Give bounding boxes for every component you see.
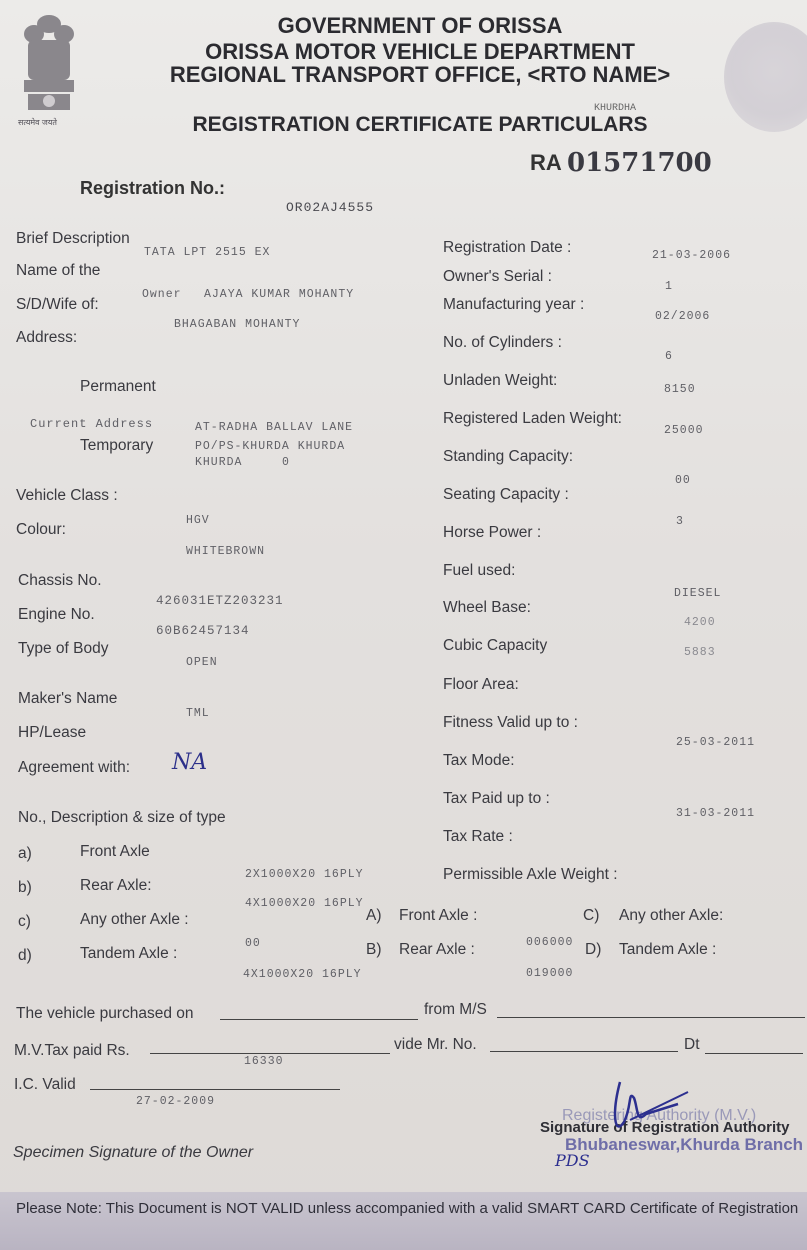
maker-label: Maker's Name bbox=[18, 690, 118, 707]
unladen-weight-value: 8150 bbox=[664, 383, 696, 396]
dt-line bbox=[705, 1053, 803, 1054]
from-ms-label: from M/S bbox=[424, 1001, 487, 1018]
mv-tax-paid-label: M.V.Tax paid Rs. bbox=[14, 1042, 130, 1059]
axle-weight-d-key: D) bbox=[585, 941, 602, 958]
ic-valid-line bbox=[90, 1089, 340, 1090]
standing-capacity-label: Standing Capacity: bbox=[443, 448, 574, 465]
cubic-capacity-value: 5883 bbox=[684, 646, 716, 659]
ic-valid-label: I.C. Valid bbox=[14, 1076, 76, 1093]
vehicle-class-label: Vehicle Class : bbox=[16, 487, 118, 504]
ra-prefix: RA bbox=[530, 150, 562, 175]
address-line1: AT-RADHA BALLAV LANE bbox=[195, 421, 354, 434]
tyre-c-key: c) bbox=[18, 913, 31, 930]
authority-stamp-line2: Bhubaneswar,Khurda Branch bbox=[565, 1135, 804, 1154]
owner-signature-label: Specimen Signature of the Owner bbox=[13, 1144, 254, 1161]
purchased-on-label: The vehicle purchased on bbox=[16, 1005, 194, 1022]
axle-weight-front-label: Front Axle : bbox=[399, 907, 478, 924]
seating-capacity-value: 3 bbox=[676, 515, 684, 528]
vide-mr-no-line bbox=[490, 1051, 678, 1052]
authority-signature-icon bbox=[590, 1062, 700, 1172]
tyre-tandem-axle-label: Tandem Axle : bbox=[80, 945, 178, 962]
manufacturing-year-label: Manufacturing year : bbox=[443, 296, 585, 313]
tax-rate-label: Tax Rate : bbox=[443, 828, 513, 845]
from-ms-line bbox=[497, 1017, 805, 1018]
chassis-value: 426031ETZ203231 bbox=[156, 594, 284, 608]
engine-value: 60B62457134 bbox=[156, 624, 250, 638]
axle-weight-rear-value: 006000 bbox=[526, 936, 574, 949]
purchased-on-line bbox=[220, 1019, 418, 1020]
owner-name-label: Name of the bbox=[16, 262, 101, 279]
tyre-other-axle-label: Any other Axle : bbox=[80, 911, 189, 928]
tax-mode-label: Tax Mode: bbox=[443, 752, 515, 769]
horse-power-label: Horse Power : bbox=[443, 524, 542, 541]
tyre-rear-axle-value: 2X1000X20 16PLY bbox=[245, 868, 364, 881]
seating-capacity-label: Seating Capacity : bbox=[443, 486, 569, 503]
header-government: GOVERNMENT OF ORISSA bbox=[277, 13, 563, 38]
tyre-a-key: a) bbox=[18, 845, 32, 862]
cylinders-value: 6 bbox=[665, 350, 673, 363]
mv-tax-paid-value: 16330 bbox=[244, 1055, 284, 1068]
page-title: REGISTRATION CERTIFICATE PARTICULARS bbox=[192, 113, 648, 136]
vide-mr-no-label: vide Mr. No. bbox=[394, 1036, 477, 1053]
tyre-tandem-axle-value: 00 bbox=[245, 937, 261, 950]
header-department: ORISSA MOTOR VEHICLE DEPARTMENT bbox=[205, 39, 635, 64]
wheel-base-label: Wheel Base: bbox=[443, 599, 531, 616]
temporary-label: Temporary bbox=[80, 437, 154, 454]
relation-value: BHAGABAN MOHANTY bbox=[174, 318, 301, 331]
axle-weight-c-key: C) bbox=[583, 907, 600, 924]
fitness-valid-value: 25-03-2011 bbox=[676, 736, 756, 749]
cylinders-label: No. of Cylinders : bbox=[443, 334, 562, 351]
tyre-b-key: b) bbox=[18, 879, 32, 896]
axle-weight-other-label: Any other Axle: bbox=[619, 907, 724, 924]
brief-description-label: Brief Description bbox=[16, 230, 130, 247]
address-line2: PO/PS-KHURDA KHURDA bbox=[195, 440, 346, 453]
tax-paid-value: 31-03-2011 bbox=[676, 807, 756, 820]
registration-label: Registration No.: bbox=[80, 178, 226, 198]
national-emblem-icon bbox=[14, 10, 84, 130]
axle-weight-rear-label: Rear Axle : bbox=[399, 941, 475, 958]
axle-weight-a-key: A) bbox=[366, 907, 382, 924]
registration-number: OR02AJ4555 bbox=[286, 200, 375, 215]
axle-weight-b-key: B) bbox=[366, 941, 382, 958]
axle-weight-label: Permissible Axle Weight : bbox=[443, 866, 618, 883]
tyre-extra-value: 4X1000X20 16PLY bbox=[243, 968, 362, 981]
colour-value: WHITEBROWN bbox=[186, 545, 266, 558]
floor-area-label: Floor Area: bbox=[443, 676, 519, 693]
fuel-used-value: DIESEL bbox=[674, 587, 722, 600]
colour-label: Colour: bbox=[16, 521, 66, 538]
registration-date-label: Registration Date : bbox=[443, 239, 572, 256]
axle-weight-extra-value: 019000 bbox=[526, 967, 574, 980]
address-line3: KHURDA bbox=[195, 456, 243, 469]
axle-weight-tandem-label: Tandem Axle : bbox=[619, 941, 717, 958]
agreement-value-handwritten: NA bbox=[172, 750, 208, 775]
engine-label: Engine No. bbox=[18, 606, 95, 623]
department-seal-icon bbox=[724, 22, 807, 132]
unladen-weight-label: Unladen Weight: bbox=[443, 372, 558, 389]
ic-valid-value: 27-02-2009 bbox=[136, 1095, 216, 1108]
manufacturing-year-value: 02/2006 bbox=[655, 310, 711, 323]
authority-initials: PDS bbox=[555, 1151, 590, 1170]
owner-serial-value: 1 bbox=[665, 280, 673, 293]
chassis-label: Chassis No. bbox=[18, 572, 102, 589]
rto-name-stamp: KHURDHA bbox=[594, 103, 637, 114]
maker-value: TML bbox=[186, 707, 210, 720]
tyre-d-key: d) bbox=[18, 947, 32, 964]
hp-lease-label: HP/Lease bbox=[18, 724, 87, 741]
owner-name-value: AJAYA KUMAR MOHANTY bbox=[204, 288, 355, 301]
body-type-value: OPEN bbox=[186, 656, 218, 669]
agreement-label: Agreement with: bbox=[18, 759, 130, 776]
tyre-rear-axle-label: Rear Axle: bbox=[80, 877, 152, 894]
wheel-base-value: 4200 bbox=[684, 616, 716, 629]
body-type-label: Type of Body bbox=[18, 640, 109, 657]
cubic-capacity-label: Cubic Capacity bbox=[443, 637, 548, 654]
brief-description-value: TATA LPT 2515 EX bbox=[144, 246, 271, 259]
vehicle-class-value: HGV bbox=[186, 514, 210, 527]
mv-tax-paid-line bbox=[150, 1053, 390, 1054]
tyre-front-axle-label: Front Axle bbox=[80, 843, 150, 860]
standing-capacity-value: 00 bbox=[675, 474, 691, 487]
address-pin: 0 bbox=[282, 456, 290, 469]
tyres-heading: No., Description & size of type bbox=[18, 809, 226, 826]
current-address-label: Current Address bbox=[30, 417, 154, 431]
address-label: Address: bbox=[16, 329, 78, 346]
tyre-other-axle-value: 4X1000X20 16PLY bbox=[245, 897, 364, 910]
permanent-label: Permanent bbox=[80, 378, 156, 395]
laden-weight-label: Registered Laden Weight: bbox=[443, 410, 622, 427]
owner-serial-label: Owner's Serial : bbox=[443, 268, 552, 285]
tax-paid-label: Tax Paid up to : bbox=[443, 790, 550, 807]
header-rto: REGIONAL TRANSPORT OFFICE, <RTO NAME> bbox=[169, 62, 671, 87]
emblem-motto: सत्यमेव जयते bbox=[18, 118, 57, 127]
fitness-valid-label: Fitness Valid up to : bbox=[443, 714, 578, 731]
fuel-used-label: Fuel used: bbox=[443, 562, 516, 579]
authority-stamp-line1: Registering Authority (M.V.) bbox=[562, 1107, 757, 1124]
registration-date-value: 21-03-2006 bbox=[652, 249, 732, 262]
relation-label: S/D/Wife of: bbox=[16, 296, 99, 313]
owner-word: Owner bbox=[142, 288, 182, 301]
laden-weight-value: 25000 bbox=[664, 424, 704, 437]
authority-signature-label: Signature of Registration Authority bbox=[540, 1119, 790, 1136]
validity-note: Please Note: This Document is NOT VALID unless accompanied with a valid SMART CARD Certificate of Registration bbox=[16, 1200, 799, 1217]
dt-label: Dt bbox=[684, 1036, 700, 1053]
ra-number: 01571700 bbox=[567, 148, 712, 178]
